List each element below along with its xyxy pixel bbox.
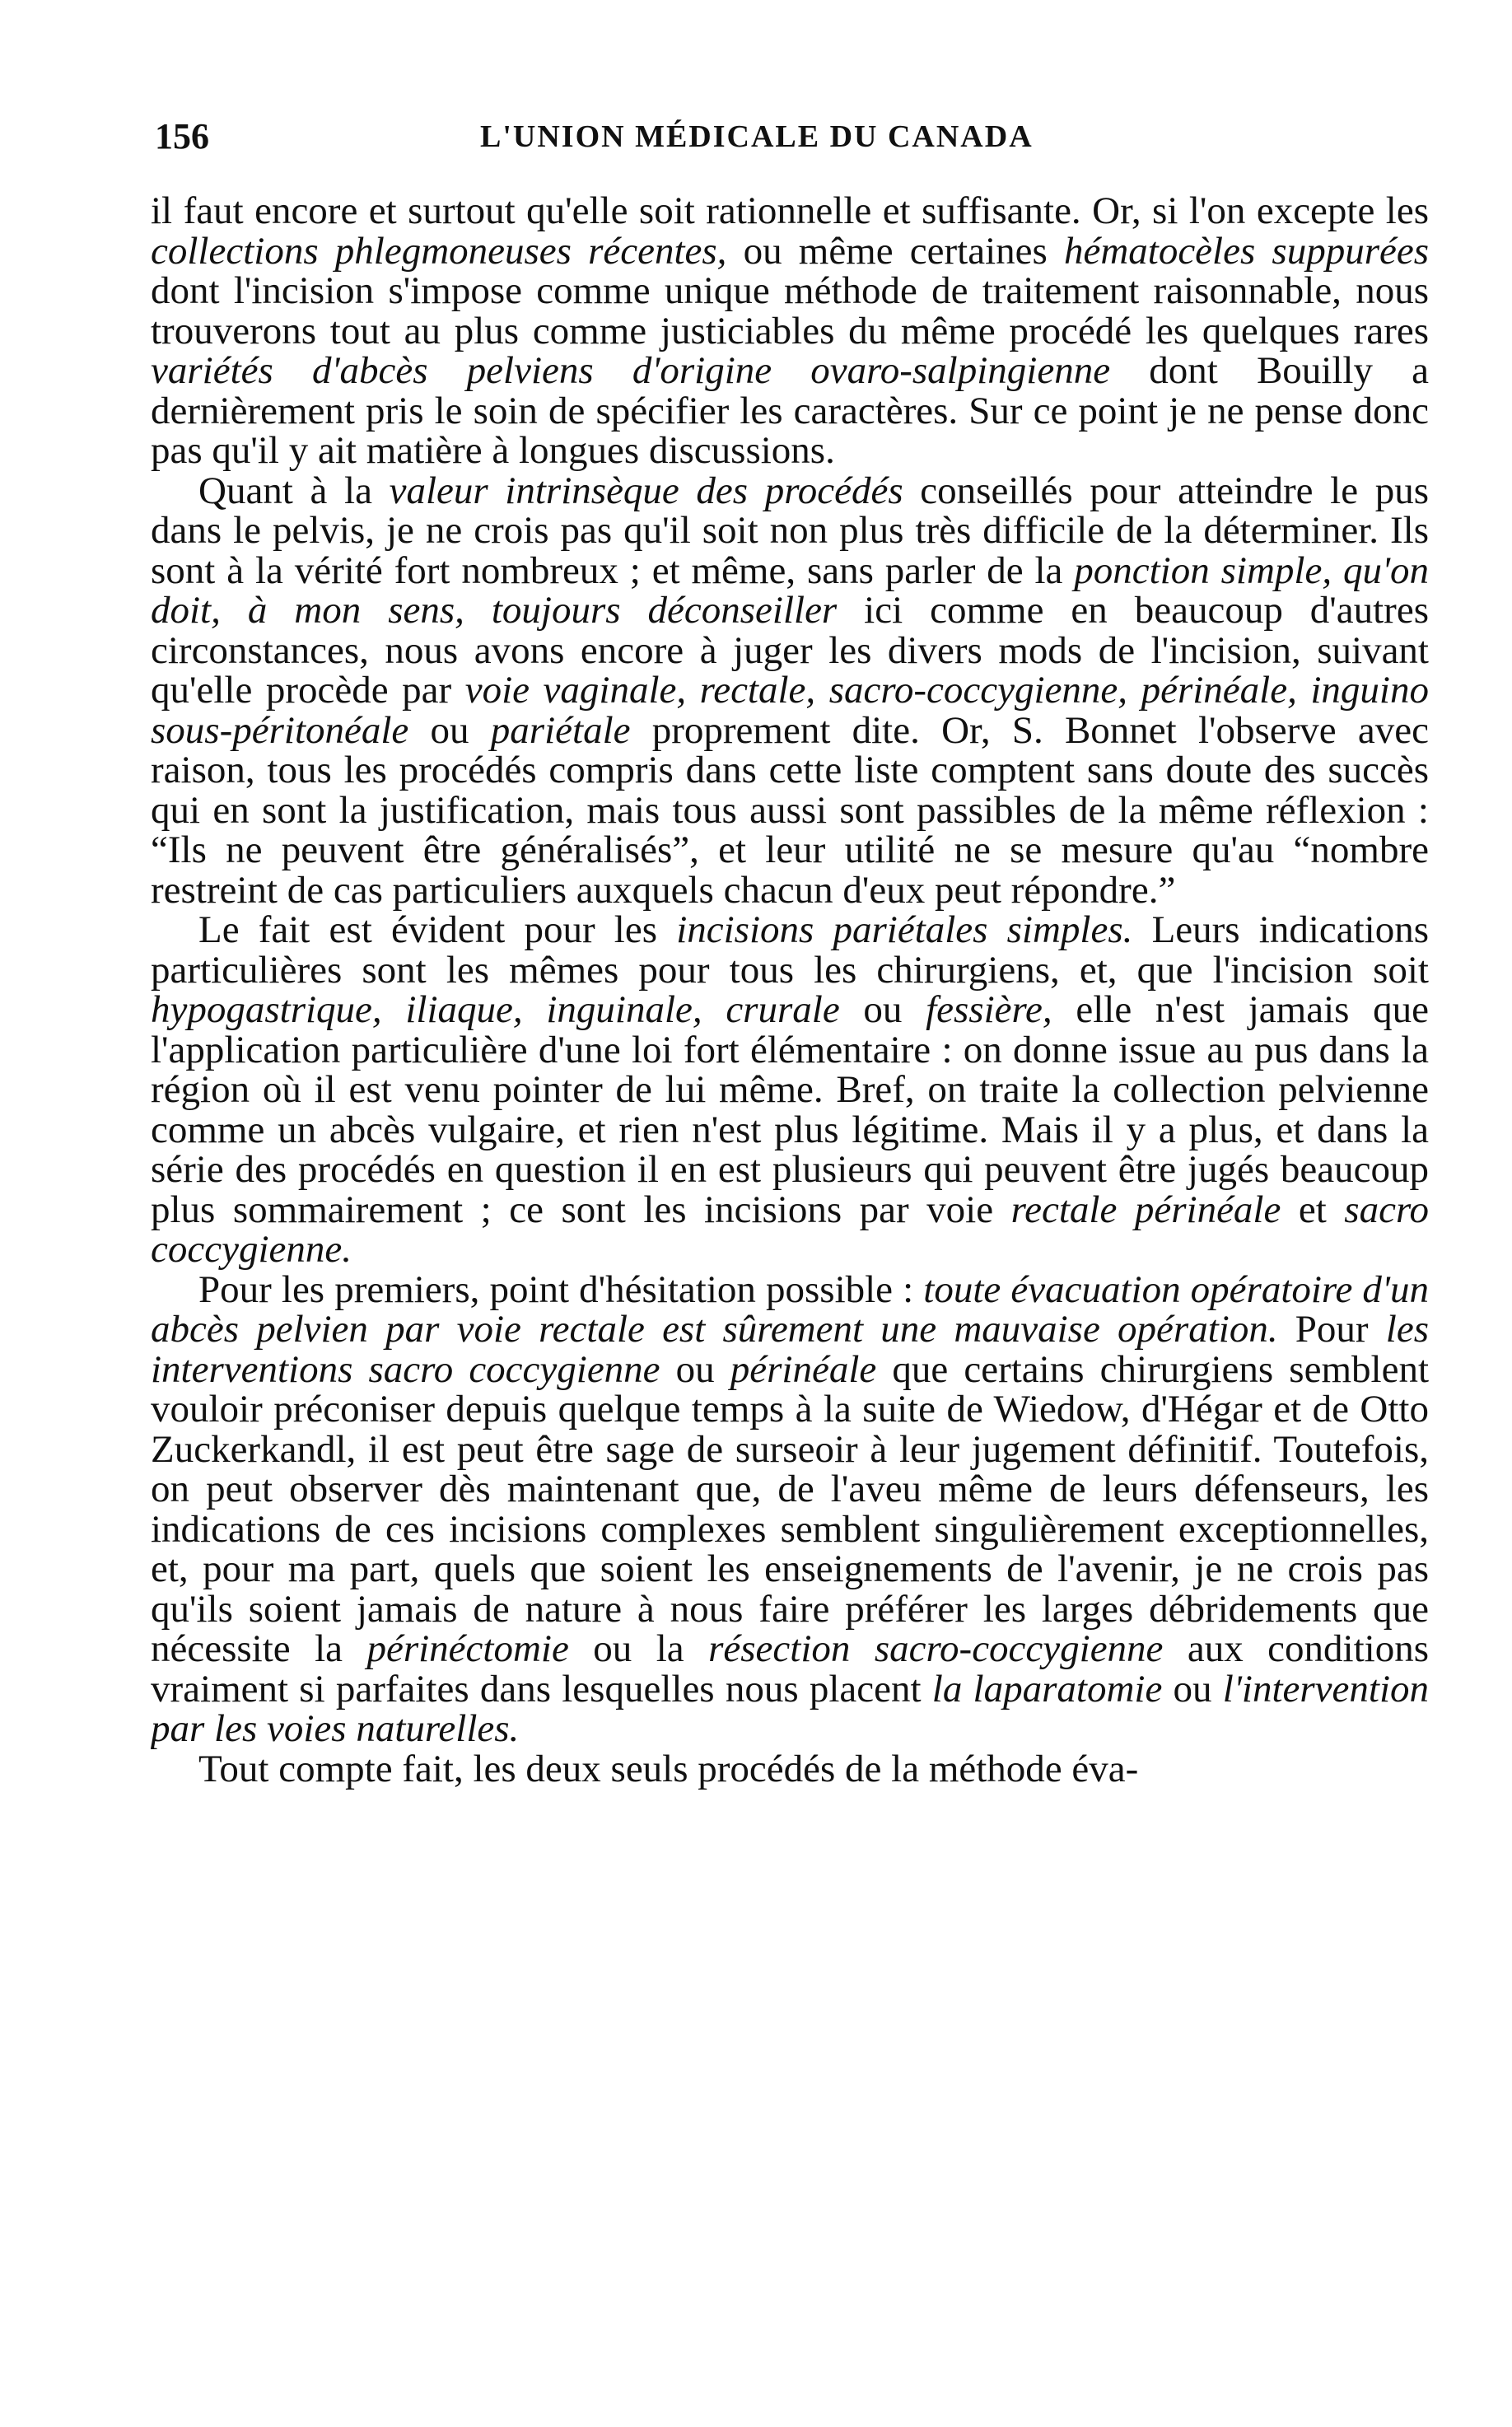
text-run: ou la [568,1627,709,1670]
italic-run: valeur intrinsèque des procédés [389,469,903,512]
text-run: ou [839,988,926,1031]
italic-run: hématocèles suppurées [1063,229,1429,273]
text-run: proprement dite. Or, S. Bonnet l'observe avec raison, tous les procédés compris dans cette liste comptent sans doute des succès qui en sont la justification, mais tous aussi sont passibles de la même réflexion : “Ils ne peuvent être généralisés”, et leur utilité ne se mesure qu'au “nombre restreint de cas particuliers auxquels chacun d'eux peut répondre.” [151,708,1429,912]
running-title: L'UNION MÉDICALE DU CANADA [480,119,1034,154]
italic-run: hypogastrique, iliaque, inguinale, crurale [151,988,840,1031]
paragraph [151,910,1429,1270]
text-run: que certains chirurgiens semblent vouloir préconiser depuis quelque temps à la suite de Wiedow, d'Hégar et de Otto Zuckerkandl, il est peut être sage de surseoir à leur jugement définitif. Toutefois, on peut observer dès maintenant que, de l'aveu même de leurs défenseurs, les indications de ces incisions complexes semblent singulièrement exceptionnelles, et, pour ma part, quels que soient les enseignements de l'avenir, je ne crois pas qu'ils soient jamais de nature à nous faire préférer les larges débridements que nécessite la [151,1347,1429,1670]
page-header [155,114,1425,160]
text-run: ici comme en beaucoup d'autres circonstances, nous avons encore à juger les divers mods de l'incision, suivant qu'elle procède par [151,589,1429,712]
italic-run: ponction simple, qu'on doit, à mon sens, toujours déconseiller [151,548,1429,632]
text-run: Tout compte fait, les deux seuls procédés de la méthode éva- [198,1747,1139,1790]
text-run: dont Bouilly a dernièrement pris le soin de spécifier les caractères. Sur ce point je ne pense donc pas qu'il y ait matière à longues discussions. [151,349,1429,472]
italic-run: périnéale [730,1347,877,1391]
italic-run: toute évacuation opératoire d'un abcès pelvien par voie rectale est sûrement une mauvaise opération. [151,1267,1429,1351]
italic-run: l'intervention par les voies naturelles. [151,1667,1429,1750]
page-number: 156 [155,116,209,156]
italic-run: fessière, [926,988,1052,1031]
italic-run: pariétale [490,708,631,752]
italic-run: rectale périnéale [1010,1188,1281,1231]
text-run: dont l'incision s'impose comme unique méthode de traitement raisonnable, nous trouverons tout au plus comme justiciables du même procédé les quelques rares [151,269,1429,352]
text-run: ou [408,708,491,752]
italic-run: les interventions sacro coccygienne [151,1308,1429,1391]
paragraph [151,1749,1429,1790]
text-run: ou [660,1347,730,1391]
text-run: Le fait est évident pour les [198,908,677,951]
paragraph [151,1267,1429,1750]
text-run: ou même certaines [726,229,1064,273]
text-run: Quant à la [198,469,390,512]
text-run: elle n'est jamais que l'application particulière d'une loi fort élémentaire : on donne issue au pus dans la région où il est venu pointer de lui même. Bref, on traite la collection pelvienne comme un abcès vulgaire, et rien n'est plus légitime. Mais il y a plus, et dans la série des procédés en question il en est plusieurs qui peuvent être jugés beaucoup plus sommairement ; ce sont les incisions par voie [151,988,1429,1231]
text-run: Pour les premiers, point d'hésitation possible : [198,1267,924,1311]
italic-run: collections phlegmoneuses récentes, [151,229,727,273]
body-text [151,191,1429,2365]
paragraph [151,191,1429,471]
italic-run: sacro coccygienne. [151,1188,1429,1271]
italic-run: incisions pariétales simples. [676,908,1133,951]
paragraph [151,471,1429,911]
text-run: et [1281,1188,1345,1231]
italic-run: voie vaginale, rectale, sacro-coccygienne, périnéale, inguino sous-péritonéale [151,669,1429,752]
text-run: aux conditions vraiment si parfaites dans lesquelles nous placent [151,1627,1429,1711]
italic-run: périnéctomie [366,1627,569,1670]
italic-run: variétés d'abcès pelviens d'origine ovaro-salpingienne [151,349,1111,392]
italic-run: résection sacro-coccygienne [708,1627,1164,1670]
text-run: il faut encore et surtout qu'elle soit rationnelle et suffisante. Or, si l'on excepte les [151,191,1429,232]
text-run: Pour [1277,1308,1386,1351]
text-run: ou [1162,1667,1223,1711]
text-run: Leurs indications particulières sont les mêmes pour tous les chirurgiens, et, que l'incision soit [151,908,1429,992]
text-run: conseillés pour atteindre le pus dans le pelvis, je ne crois pas qu'il soit non plus très difficile de la déterminer. Ils sont à la vérité fort nombreux ; et même, sans parler de la [151,469,1429,592]
italic-run: la laparatomie [931,1667,1163,1711]
